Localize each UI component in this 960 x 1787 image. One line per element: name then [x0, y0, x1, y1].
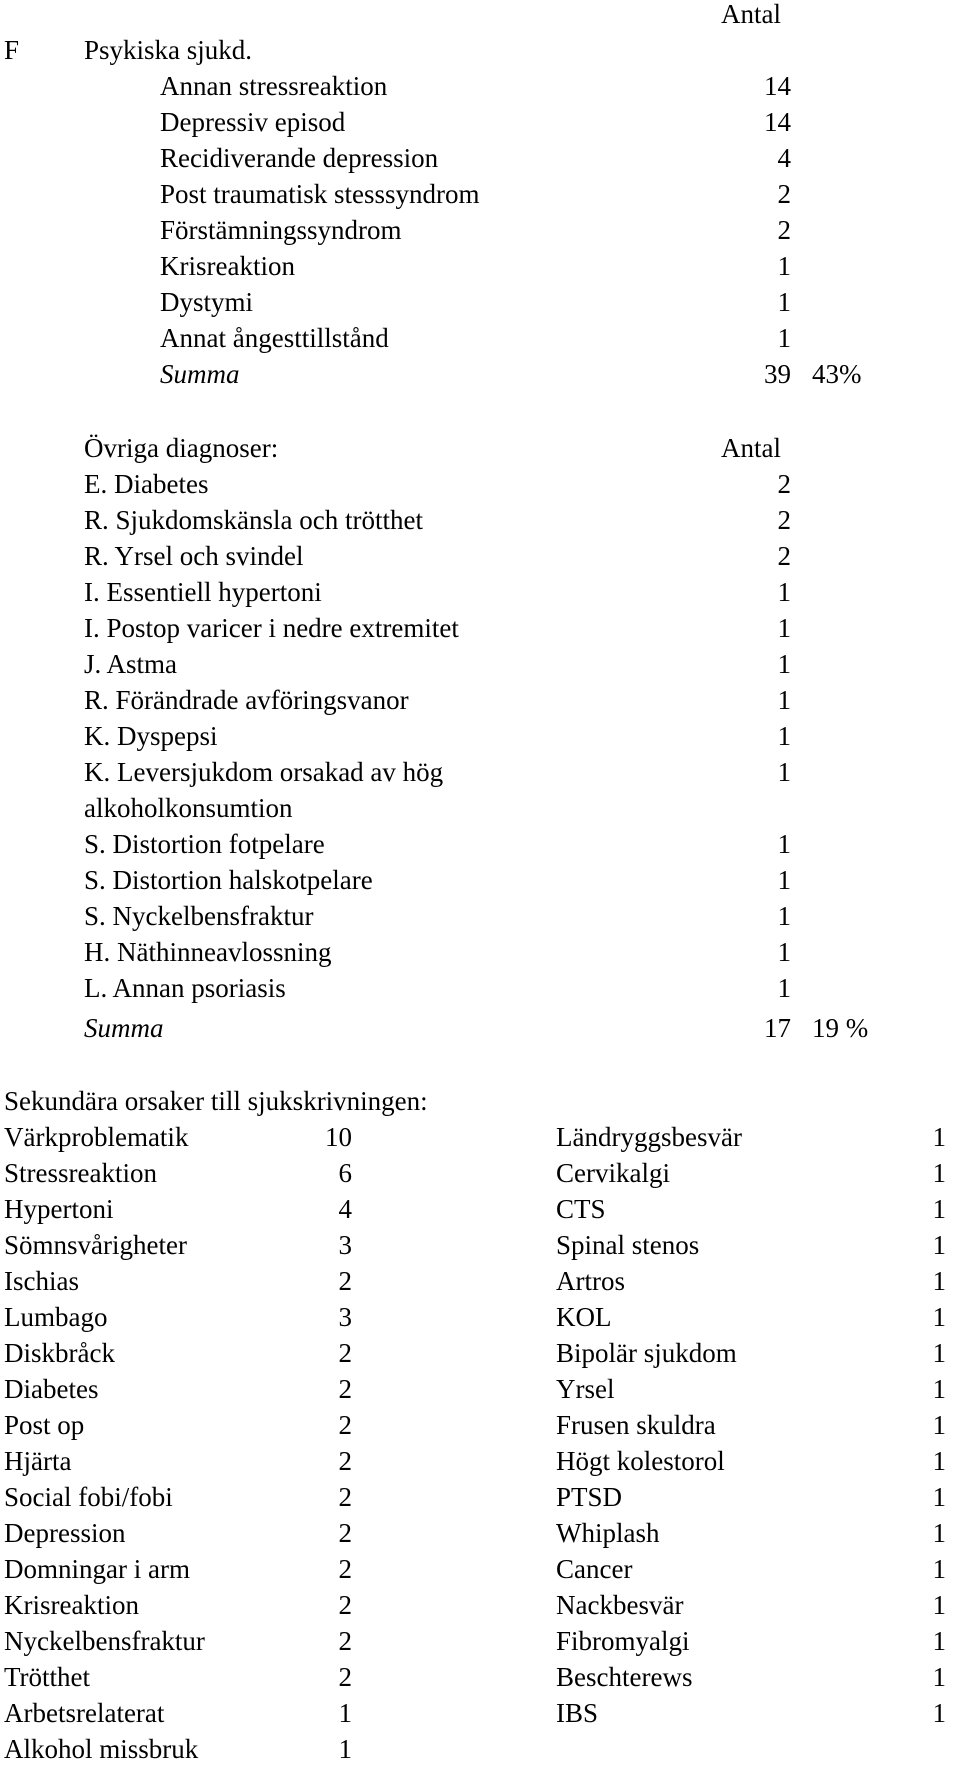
sum-count: 17	[764, 1013, 791, 1043]
list-item-label: Förstämningssyndrom	[160, 215, 402, 245]
list-item-label: E. Diabetes	[84, 469, 209, 499]
list-item-label: Krisreaktion	[4, 1590, 139, 1620]
list-item-count: 6	[338, 1158, 352, 1188]
list-item-count: 1	[777, 287, 791, 317]
list-item-label: Hjärta	[4, 1446, 72, 1476]
list-item-label: J. Astma	[84, 649, 178, 679]
other-title: Övriga diagnoser:	[84, 433, 279, 463]
list-item-count: 2	[338, 1590, 352, 1620]
list-item-label: Lumbago	[4, 1302, 108, 1332]
list-item-count: 1	[932, 1374, 946, 1404]
list-item-count: 1	[777, 323, 791, 353]
list-item-count: 2	[338, 1446, 352, 1476]
list-item-label: Spinal stenos	[556, 1230, 700, 1260]
list-item-count: 1	[777, 829, 791, 859]
list-item-label: Värkproblematik	[4, 1122, 189, 1152]
list-item-label: IBS	[556, 1698, 599, 1728]
list-item-count: 1	[777, 251, 791, 281]
list-item-count: 1	[932, 1410, 946, 1440]
list-item-count: 1	[932, 1194, 946, 1224]
sum-label: Summa	[84, 1013, 164, 1043]
list-item-label: S. Distortion fotpelare	[84, 829, 325, 859]
list-item-label: Ischias	[4, 1266, 79, 1296]
sum-label: Summa	[160, 359, 240, 389]
list-item-label: Annat ångesttillstånd	[160, 323, 389, 353]
list-item-count: 2	[777, 179, 791, 209]
list-item-count: 1	[932, 1482, 946, 1512]
list-item-label: Diabetes	[4, 1374, 99, 1404]
list-item-count: 1	[777, 613, 791, 643]
list-item-label: Depression	[4, 1518, 126, 1548]
list-item-label: Yrsel	[556, 1374, 615, 1404]
list-item-count: 1	[932, 1554, 946, 1584]
list-item-label: Depressiv episod	[160, 107, 346, 137]
list-item-count: 14	[764, 107, 791, 137]
sum-percent: 19 %	[812, 1013, 869, 1043]
list-item-label: R. Yrsel och svindel	[84, 541, 304, 571]
antal-header: Antal	[721, 0, 781, 29]
list-item-label: KOL	[556, 1302, 612, 1332]
list-item-count: 2	[777, 215, 791, 245]
list-item-count: 2	[338, 1626, 352, 1656]
list-item-count: 3	[338, 1302, 352, 1332]
list-item-count: 1	[338, 1698, 352, 1728]
list-item-count: 1	[932, 1122, 946, 1152]
list-item-label: Fibromyalgi	[556, 1626, 690, 1656]
sum-count: 39	[764, 359, 791, 389]
section-title: Psykiska sjukd.	[84, 35, 253, 65]
list-item-count: 1	[932, 1518, 946, 1548]
list-item-count: 4	[777, 143, 791, 173]
list-item-label: I. Postop varicer i nedre extremitet	[84, 613, 459, 643]
list-item-count: 1	[932, 1158, 946, 1188]
list-item-count: 2	[777, 541, 791, 571]
list-item-label: Annan stressreaktion	[160, 71, 388, 101]
antal-header: Antal	[721, 433, 781, 463]
list-item-label: Social fobi/fobi	[4, 1482, 173, 1512]
list-item-count: 2	[338, 1338, 352, 1368]
list-item-label: Cancer	[556, 1554, 633, 1584]
list-item-count: 1	[777, 937, 791, 967]
list-item-count: 1	[932, 1446, 946, 1476]
list-item-label: Bipolär sjukdom	[556, 1338, 737, 1368]
list-item-count: 2	[338, 1374, 352, 1404]
list-item-label: Post op	[4, 1410, 85, 1440]
list-item-label: Post traumatisk stesssyndrom	[160, 179, 480, 209]
list-item-label: Högt kolestorol	[556, 1446, 725, 1476]
list-item-label: Nackbesvär	[556, 1590, 684, 1620]
list-item-label: Stressreaktion	[4, 1158, 157, 1188]
list-item-count: 10	[325, 1122, 352, 1152]
list-item-label: Frusen skuldra	[556, 1410, 716, 1440]
list-item-count: 1	[932, 1626, 946, 1656]
secondary-title: Sekundära orsaker till sjukskrivningen:	[4, 1086, 428, 1116]
list-item-label: Domningar i arm	[4, 1554, 190, 1584]
list-item-label: Trötthet	[4, 1662, 91, 1692]
list-item-count: 1	[777, 649, 791, 679]
list-item-count: 2	[338, 1554, 352, 1584]
list-item-count: 3	[338, 1230, 352, 1260]
list-item-count: 1	[777, 865, 791, 895]
list-item-label: I. Essentiell hypertoni	[84, 577, 322, 607]
list-item-count: 1	[932, 1698, 946, 1728]
list-item-label: Sömnsvårigheter	[4, 1230, 187, 1260]
list-item-count: 2	[338, 1410, 352, 1440]
list-item-count: 4	[338, 1194, 352, 1224]
section-code: F	[4, 35, 20, 65]
list-item-count: 2	[338, 1482, 352, 1512]
list-item-count: 1	[777, 973, 791, 1003]
list-item-count: 2	[338, 1518, 352, 1548]
list-item-label: K. Leversjukdom orsakad av hög	[84, 757, 444, 787]
list-item-label: Whiplash	[556, 1518, 660, 1548]
list-item-label: Dystymi	[160, 287, 254, 317]
list-item-label: Diskbråck	[4, 1338, 115, 1368]
list-item-label: Artros	[556, 1266, 625, 1296]
list-item-count: 1	[932, 1302, 946, 1332]
list-item-label: R. Förändrade avföringsvanor	[84, 685, 409, 715]
list-item-count: 14	[764, 71, 791, 101]
list-item-label: R. Sjukdomskänsla och trötthet	[84, 505, 423, 535]
list-item-label: alkoholkonsumtion	[84, 793, 293, 823]
list-item-label: L. Annan psoriasis	[84, 973, 286, 1003]
list-item-count: 1	[777, 757, 791, 787]
list-item-count: 1	[932, 1338, 946, 1368]
list-item-label: Nyckelbensfraktur	[4, 1626, 205, 1656]
list-item-label: K. Dyspepsi	[84, 721, 218, 751]
list-item-label: Recidiverande depression	[160, 143, 439, 173]
list-item-label: Arbetsrelaterat	[4, 1698, 165, 1728]
list-item-count: 2	[338, 1266, 352, 1296]
sum-percent: 43%	[812, 359, 862, 389]
list-item-label: Alkohol missbruk	[4, 1734, 199, 1764]
list-item-count: 2	[777, 469, 791, 499]
list-item-label: Krisreaktion	[160, 251, 295, 281]
list-item-label: Cervikalgi	[556, 1158, 670, 1188]
list-item-count: 1	[777, 577, 791, 607]
list-item-count: 1	[777, 685, 791, 715]
list-item-label: S. Nyckelbensfraktur	[84, 901, 314, 931]
list-item-label: Hypertoni	[4, 1194, 114, 1224]
list-item-count: 2	[777, 505, 791, 535]
list-item-label: Ländryggsbesvär	[556, 1122, 742, 1152]
list-item-count: 1	[932, 1230, 946, 1260]
list-item-count: 1	[777, 721, 791, 751]
list-item-count: 1	[932, 1662, 946, 1692]
list-item-count: 1	[932, 1266, 946, 1296]
list-item-label: PTSD	[556, 1482, 623, 1512]
list-item-label: S. Distortion halskotpelare	[84, 865, 373, 895]
list-item-count: 1	[777, 901, 791, 931]
list-item-label: Beschterews	[556, 1662, 693, 1692]
list-item-label: H. Näthinneavlossning	[84, 937, 332, 967]
list-item-count: 2	[338, 1662, 352, 1692]
list-item-label: CTS	[556, 1194, 606, 1224]
list-item-count: 1	[338, 1734, 352, 1764]
list-item-count: 1	[932, 1590, 946, 1620]
